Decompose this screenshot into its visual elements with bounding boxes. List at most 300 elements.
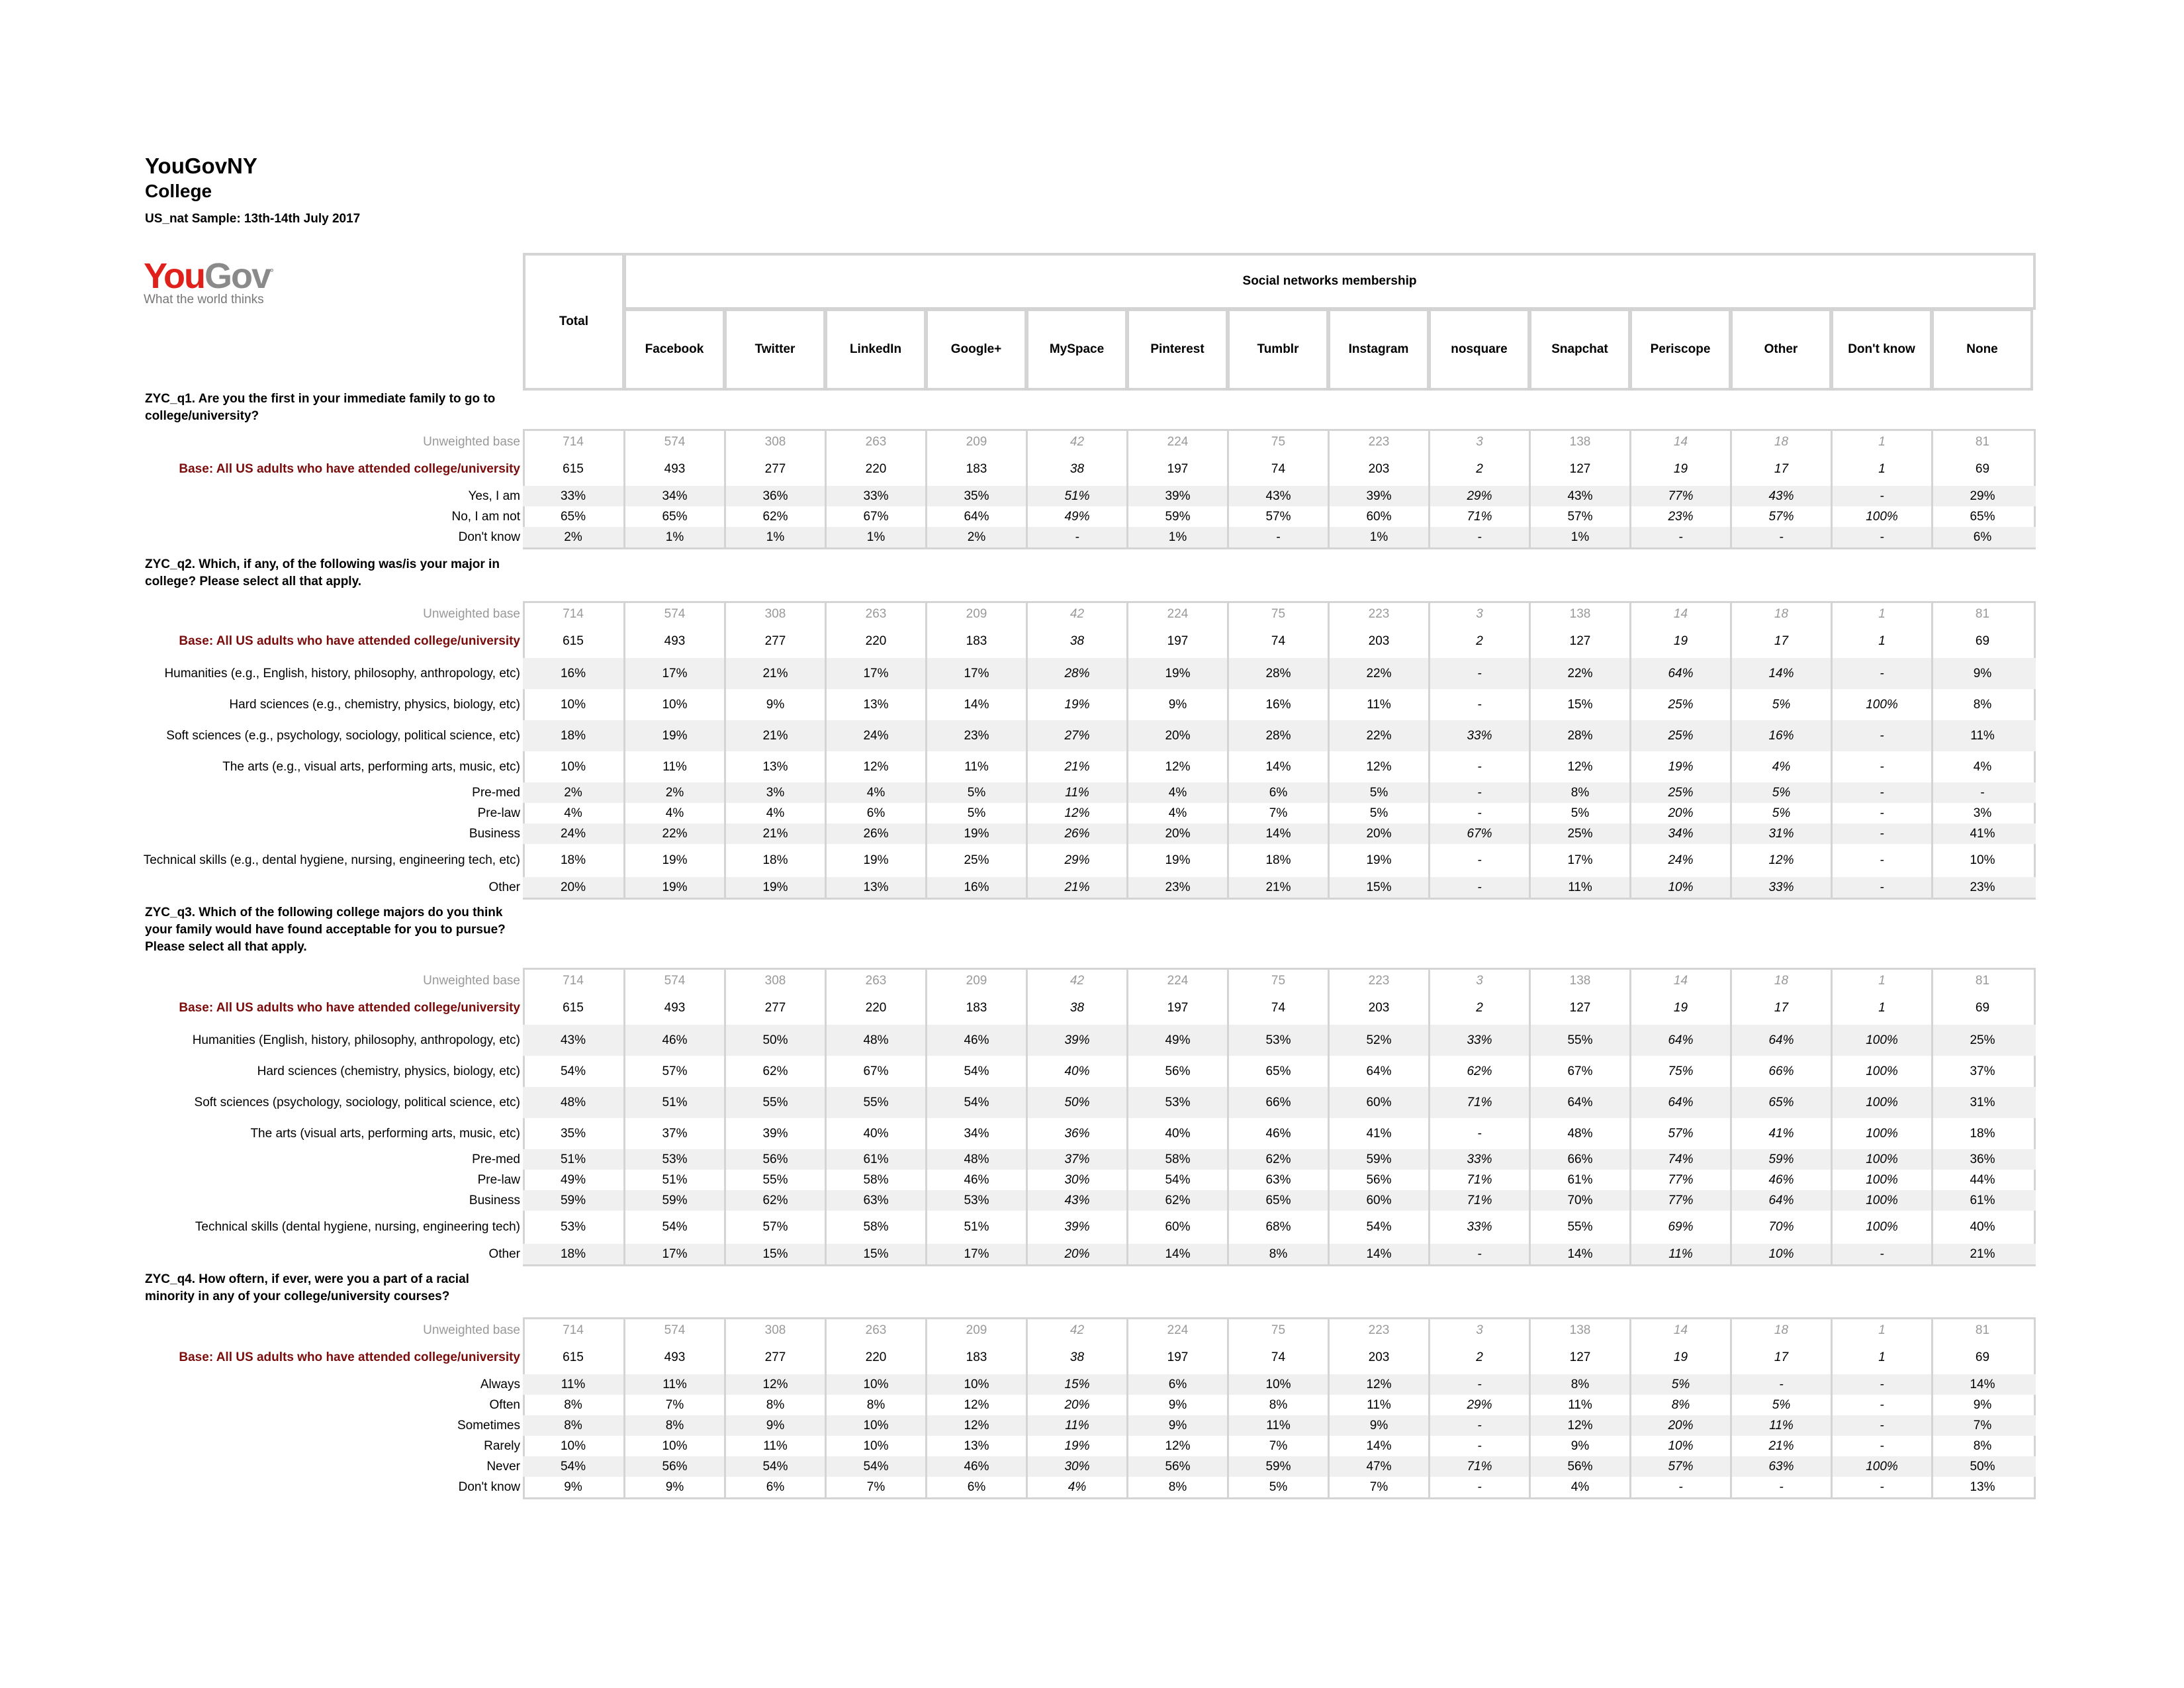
table-cell: 17%: [925, 1244, 1026, 1264]
row-cells: [523, 1190, 2036, 1211]
row-cells: [523, 970, 2036, 992]
row-cells: [523, 1341, 2036, 1374]
row-label: Unweighted base: [423, 607, 520, 621]
table-cell: -: [1831, 844, 1931, 877]
table-cell: 33%: [1428, 720, 1529, 751]
table-cell: 46%: [925, 1456, 1026, 1477]
table-cell: 21%: [1730, 1436, 1831, 1456]
table-cell: 17%: [1529, 844, 1629, 877]
table-cell: 81: [1931, 603, 2032, 625]
column-header: Snapchat: [1529, 308, 1631, 391]
row-label: The arts (e.g., visual arts, performing arts, music, etc): [222, 760, 520, 774]
table-cell: -: [1831, 658, 1931, 689]
table-cell: 36%: [724, 486, 825, 506]
table-cell: 4%: [1730, 751, 1831, 782]
table-cell: 7%: [623, 1395, 724, 1415]
table-cell: 66%: [1227, 1087, 1328, 1118]
table-cell: 24%: [825, 720, 925, 751]
table-cell: 60%: [1328, 506, 1428, 527]
table-cell: 69: [1931, 1341, 2032, 1374]
table-cell: 33%: [1428, 1211, 1529, 1244]
table-cell: 12%: [1126, 751, 1227, 782]
table-cell: 7%: [1227, 1436, 1328, 1456]
table-cell: 54%: [724, 1456, 825, 1477]
table-cell: 36%: [1026, 1118, 1126, 1149]
table-cell: 25%: [1529, 823, 1629, 844]
table-cell: 20%: [1629, 803, 1730, 823]
table-cell: 183: [925, 453, 1026, 486]
table-cell: 4%: [724, 803, 825, 823]
table-cell: 61%: [1529, 1170, 1629, 1190]
question-title: ZYC_q4. How oftern, if ever, were you a part of a racial minority in any of your college/university courses?: [145, 1272, 469, 1303]
table-cell: 4%: [1529, 1477, 1629, 1497]
row-cells: [523, 1395, 2036, 1415]
table-cell: 6%: [1227, 782, 1328, 803]
table-cell: 15%: [1328, 877, 1428, 898]
table-cell: 9%: [623, 1477, 724, 1497]
table-cell: 4%: [1126, 782, 1227, 803]
table-cell: 63%: [825, 1190, 925, 1211]
column-header: Facebook: [623, 308, 725, 391]
table-cell: 53%: [1227, 1025, 1328, 1056]
table-cell: 26%: [825, 823, 925, 844]
table-cell: 39%: [1328, 486, 1428, 506]
table-cell: 1: [1831, 431, 1931, 453]
column-header: Other: [1730, 308, 1832, 391]
table-cell: 209: [925, 970, 1026, 992]
table-cell: 574: [623, 970, 724, 992]
row-cells: [523, 1319, 2036, 1341]
table-cell: 615: [563, 462, 584, 476]
row-label: Soft sciences (psychology, sociology, political science, etc): [194, 1096, 520, 1109]
row-label: Pre-law: [477, 806, 520, 820]
table-cell: 28%: [1026, 658, 1126, 689]
table-cell: -: [1629, 527, 1730, 547]
table-cell: -: [1428, 1374, 1529, 1395]
table-cell: -: [1428, 658, 1529, 689]
table-cell: -: [1831, 823, 1931, 844]
table-cell: 65%: [1227, 1056, 1328, 1087]
table-cell: 63%: [1730, 1456, 1831, 1477]
table-cell: 77%: [1629, 486, 1730, 506]
table-cell: 4%: [564, 806, 582, 820]
table-cell: -: [1428, 1244, 1529, 1264]
table-cell: 71%: [1428, 506, 1529, 527]
table-cell: 28%: [1529, 720, 1629, 751]
table-cell: 263: [825, 431, 925, 453]
row-label: Base: All US adults who have attended college/university: [179, 1001, 520, 1015]
row-cells: [523, 1244, 2036, 1264]
table-cell: 277: [724, 453, 825, 486]
table-cell: 75: [1227, 603, 1328, 625]
table-cell: -: [1428, 1415, 1529, 1436]
table-cell: 31%: [1730, 823, 1831, 844]
table-cell: -: [1730, 1477, 1831, 1497]
table-cell: 16%: [560, 666, 586, 680]
table-cell: 18%: [1931, 1118, 2032, 1149]
table-cell: -: [1831, 1374, 1931, 1395]
column-group-header: Social networks membership: [623, 253, 2036, 310]
table-cell: -: [1428, 527, 1529, 547]
table-cell: 64%: [1529, 1087, 1629, 1118]
table-cell: 75: [1227, 970, 1328, 992]
table-cell: 65%: [623, 506, 724, 527]
table-cell: -: [1428, 1477, 1529, 1497]
table-cell: 4%: [1126, 803, 1227, 823]
table-cell: 11%: [1227, 1415, 1328, 1436]
table-cell: 22%: [1328, 658, 1428, 689]
table-cell: 56%: [1529, 1456, 1629, 1477]
table-cell: 55%: [1529, 1025, 1629, 1056]
table-cell: 100%: [1831, 1087, 1931, 1118]
table-cell: 27%: [1026, 720, 1126, 751]
row-cells: [523, 992, 2036, 1025]
row-label: Soft sciences (e.g., psychology, sociology, political science, etc): [166, 729, 520, 743]
table-cell: -: [1831, 751, 1931, 782]
question-title: ZYC_q3. Which of the following college majors do you think your family would have found acceptable for you to pursue? Please select all that apply.: [145, 906, 506, 954]
table-cell: 197: [1126, 625, 1227, 658]
table-cell: 22%: [1529, 658, 1629, 689]
table-cell: 12%: [724, 1374, 825, 1395]
table-cell: 34%: [623, 486, 724, 506]
table-cell: 50%: [724, 1025, 825, 1056]
table-cell: 53%: [925, 1190, 1026, 1211]
table-cell: 2: [1428, 1341, 1529, 1374]
row-label: Pre-med: [472, 786, 520, 800]
table-cell: 14%: [1227, 751, 1328, 782]
table-cell: 69: [1931, 453, 2032, 486]
table-cell: 29%: [1026, 844, 1126, 877]
table-cell: 15%: [1529, 689, 1629, 720]
table-cell: 70%: [1529, 1190, 1629, 1211]
table-cell: 6%: [724, 1477, 825, 1497]
table-cell: 9%: [1529, 1436, 1629, 1456]
column-header: Pinterest: [1126, 308, 1228, 391]
table-cell: 3: [1428, 1319, 1529, 1341]
table-cell: 19%: [1026, 1436, 1126, 1456]
table-cell: 14%: [1227, 823, 1328, 844]
table-cell: 9%: [724, 1415, 825, 1436]
table-cell: 69: [1931, 992, 2032, 1025]
table-cell: 5%: [1730, 782, 1831, 803]
column-header: Instagram: [1328, 308, 1430, 391]
table-cell: 1%: [623, 527, 724, 547]
table-cell: 1: [1831, 603, 1931, 625]
table-cell: 13%: [825, 877, 925, 898]
table-cell: 50%: [1026, 1087, 1126, 1118]
table-cell: 17%: [925, 658, 1026, 689]
table-cell: 81: [1931, 431, 2032, 453]
table-cell: 100%: [1831, 1149, 1931, 1170]
table-cell: 8%: [623, 1415, 724, 1436]
table-cell: 61%: [825, 1149, 925, 1170]
table-cell: 138: [1529, 603, 1629, 625]
table-cell: 10%: [825, 1436, 925, 1456]
table-cell: 9%: [564, 1479, 582, 1494]
row-cells: [523, 803, 2036, 823]
table-cell: 100%: [1831, 1211, 1931, 1244]
table-cell: -: [1730, 1374, 1831, 1395]
table-cell: 6%: [1126, 1374, 1227, 1395]
table-cell: 20%: [1026, 1395, 1126, 1415]
table-cell: 13%: [925, 1436, 1026, 1456]
table-cell: 2: [1428, 625, 1529, 658]
table-cell: 41%: [1931, 823, 2032, 844]
table-cell: 10%: [560, 697, 586, 712]
table-cell: 59%: [1126, 506, 1227, 527]
table-cell: 13%: [825, 689, 925, 720]
table-cell: 1%: [825, 527, 925, 547]
table-cell: 10%: [560, 1438, 586, 1453]
table-cell: 28%: [1227, 720, 1328, 751]
table-cell: 54%: [925, 1087, 1026, 1118]
table-cell: 4%: [825, 782, 925, 803]
table-cell: 8%: [1227, 1244, 1328, 1264]
table-cell: 19%: [623, 877, 724, 898]
table-cell: 22%: [1328, 720, 1428, 751]
table-cell: 493: [623, 992, 724, 1025]
column-header: nosquare: [1428, 308, 1530, 391]
table-cell: 2%: [925, 527, 1026, 547]
table-cell: 223: [1328, 431, 1428, 453]
table-cell: 5%: [1529, 803, 1629, 823]
table-cell: 17: [1730, 1341, 1831, 1374]
table-cell: 11%: [623, 1374, 724, 1395]
logo-tagline: What the world thinks: [144, 293, 264, 306]
row-label: Hard sciences (e.g., chemistry, physics, biology, etc): [229, 698, 520, 712]
table-cell: 11%: [1026, 1415, 1126, 1436]
table-cell: 9%: [1931, 658, 2032, 689]
table-cell: 60%: [1328, 1190, 1428, 1211]
table-cell: 100%: [1831, 1456, 1931, 1477]
table-cell: 10%: [1227, 1374, 1328, 1395]
table-cell: 3%: [724, 782, 825, 803]
table-cell: 197: [1126, 992, 1227, 1025]
table-cell: 224: [1126, 603, 1227, 625]
table-cell: 43%: [1026, 1190, 1126, 1211]
table-cell: 37%: [623, 1118, 724, 1149]
table-cell: 54%: [1126, 1170, 1227, 1190]
table-cell: 4%: [1026, 1477, 1126, 1497]
table-cell: 46%: [1730, 1170, 1831, 1190]
table-cell: 81: [1931, 1319, 2032, 1341]
table-cell: 11%: [561, 1377, 586, 1391]
table-cell: 58%: [825, 1170, 925, 1190]
table-cell: 23%: [1126, 877, 1227, 898]
table-cell: 75%: [1629, 1056, 1730, 1087]
question-title: ZYC_q2. Which, if any, of the following was/is your major in college? Please select all that apply.: [145, 557, 500, 588]
table-cell: 10%: [623, 1436, 724, 1456]
table-cell: 21%: [1026, 751, 1126, 782]
table-cell: 6%: [1931, 527, 2032, 547]
table-cell: 9%: [1328, 1415, 1428, 1436]
table-cell: 46%: [925, 1170, 1026, 1190]
table-cell: 14%: [1126, 1244, 1227, 1264]
table-cell: 11%: [623, 751, 724, 782]
table-cell: 6%: [925, 1477, 1026, 1497]
table-cell: 574: [623, 431, 724, 453]
table-cell: 5%: [925, 782, 1026, 803]
table-cell: 17: [1730, 992, 1831, 1025]
table-cell: -: [1831, 1415, 1931, 1436]
table-cell: 43%: [1529, 486, 1629, 506]
table-cell: 714: [563, 434, 584, 449]
table-cell: 77%: [1629, 1190, 1730, 1211]
table-cell: 69%: [1629, 1211, 1730, 1244]
table-cell: 10%: [1629, 877, 1730, 898]
column-header: None: [1931, 308, 2033, 391]
table-cell: 127: [1529, 992, 1629, 1025]
table-cell: 9%: [1126, 689, 1227, 720]
table-cell: 55%: [724, 1087, 825, 1118]
row-cells: [523, 1087, 2036, 1118]
table-cell: 59%: [1730, 1149, 1831, 1170]
table-cell: -: [1831, 1477, 1931, 1497]
table-cell: -: [1227, 527, 1328, 547]
table-cell: 1%: [1529, 527, 1629, 547]
table-cell: 21%: [1227, 877, 1328, 898]
table-cell: 39%: [1026, 1211, 1126, 1244]
table-cell: 197: [1126, 1341, 1227, 1374]
table-cell: 53%: [560, 1220, 586, 1234]
table-cell: 263: [825, 1319, 925, 1341]
table-cell: 36%: [1931, 1149, 2032, 1170]
column-header: Google+: [925, 308, 1027, 391]
table-cell: -: [1831, 1244, 1931, 1264]
table-cell: 67%: [825, 506, 925, 527]
table-cell: 54%: [560, 1064, 586, 1078]
table-cell: 220: [825, 992, 925, 1025]
table-cell: 17: [1730, 625, 1831, 658]
table-cell: 12%: [925, 1395, 1026, 1415]
table-cell: 18: [1730, 970, 1831, 992]
table-cell: 20%: [560, 880, 586, 894]
table-cell: -: [1831, 527, 1931, 547]
table-cell: 615: [563, 1350, 584, 1364]
table-cell: 71%: [1428, 1190, 1529, 1211]
table-cell: 100%: [1831, 1056, 1931, 1087]
table-cell: 493: [623, 453, 724, 486]
row-label: Pre-med: [472, 1152, 520, 1166]
sample-info: US_nat Sample: 13th-14th July 2017: [145, 212, 361, 226]
table-cell: 277: [724, 992, 825, 1025]
table-cell: 53%: [1126, 1087, 1227, 1118]
table-cell: 12%: [1328, 751, 1428, 782]
row-cells: [523, 844, 2036, 877]
row-cells: [523, 751, 2036, 782]
table-cell: 277: [724, 625, 825, 658]
table-cell: 203: [1328, 453, 1428, 486]
row-cells: [523, 877, 2036, 898]
table-cell: 24%: [1629, 844, 1730, 877]
table-cell: 3: [1428, 431, 1529, 453]
table-cell: -: [1428, 689, 1529, 720]
table-cell: 52%: [1328, 1025, 1428, 1056]
table-cell: 493: [623, 625, 724, 658]
table-cell: 62%: [724, 1190, 825, 1211]
table-cell: 11%: [1529, 1395, 1629, 1415]
table-cell: 4%: [623, 803, 724, 823]
table-cell: 714: [563, 973, 584, 988]
table-cell: 5%: [1328, 803, 1428, 823]
row-label: Other: [488, 880, 520, 894]
table-cell: 21%: [1026, 877, 1126, 898]
row-cells: [523, 1149, 2036, 1170]
table-cell: 77%: [1629, 1170, 1730, 1190]
table-cell: 17%: [623, 1244, 724, 1264]
table-cell: 31%: [1931, 1087, 2032, 1118]
row-label: Rarely: [484, 1439, 520, 1453]
row-cells: [523, 527, 2036, 547]
table-cell: 4%: [1931, 751, 2032, 782]
table-cell: 64%: [1730, 1025, 1831, 1056]
table-cell: 67%: [825, 1056, 925, 1087]
table-cell: 37%: [1931, 1056, 2032, 1087]
table-cell: 11%: [724, 1436, 825, 1456]
table-cell: 8%: [564, 1397, 582, 1412]
table-cell: 54%: [1328, 1211, 1428, 1244]
table-cell: 20%: [1126, 823, 1227, 844]
column-header-total: Total: [523, 253, 625, 391]
table-cell: 1: [1831, 453, 1931, 486]
table-cell: 11%: [1026, 782, 1126, 803]
table-cell: 14: [1629, 970, 1730, 992]
table-cell: 60%: [1126, 1211, 1227, 1244]
table-cell: 59%: [1328, 1149, 1428, 1170]
table-cell: -: [1831, 1395, 1931, 1415]
table-cell: 1%: [1328, 527, 1428, 547]
table-cell: 714: [563, 606, 584, 621]
row-label: Other: [488, 1247, 520, 1261]
table-cell: 308: [724, 970, 825, 992]
table-cell: 71%: [1428, 1087, 1529, 1118]
table-cell: -: [1831, 1436, 1931, 1456]
row-cells: [523, 1118, 2036, 1149]
table-cell: 14: [1629, 431, 1730, 453]
table-cell: 203: [1328, 992, 1428, 1025]
table-cell: -: [1428, 1436, 1529, 1456]
row-cells: [523, 782, 2036, 803]
row-cells: [523, 506, 2036, 527]
table-cell: 43%: [560, 1033, 586, 1047]
column-header: LinkedIn: [825, 308, 927, 391]
row-cells: [523, 603, 2036, 625]
table-cell: -: [1428, 1118, 1529, 1149]
column-header: Tumblr: [1227, 308, 1329, 391]
table-cell: 53%: [623, 1149, 724, 1170]
table-cell: 64%: [1629, 1025, 1730, 1056]
table-cell: 62%: [1428, 1056, 1529, 1087]
table-cell: 7%: [825, 1477, 925, 1497]
table-cell: -: [1428, 844, 1529, 877]
table-cell: -: [1831, 486, 1931, 506]
table-cell: 714: [563, 1323, 584, 1337]
row-cells: [523, 823, 2036, 844]
table-cell: 21%: [724, 720, 825, 751]
table-cell: 100%: [1831, 689, 1931, 720]
table-cell: 8%: [1227, 1395, 1328, 1415]
table-cell: 47%: [1328, 1456, 1428, 1477]
table-cell: -: [1831, 782, 1931, 803]
table-cell: 35%: [925, 486, 1026, 506]
table-cell: -: [1931, 782, 2032, 803]
table-cell: 57%: [1629, 1456, 1730, 1477]
row-cells: [523, 1374, 2036, 1395]
table-cell: 100%: [1831, 1118, 1931, 1149]
table-cell: 220: [825, 453, 925, 486]
row-label: Sometimes: [457, 1419, 520, 1432]
table-cell: 40%: [825, 1118, 925, 1149]
